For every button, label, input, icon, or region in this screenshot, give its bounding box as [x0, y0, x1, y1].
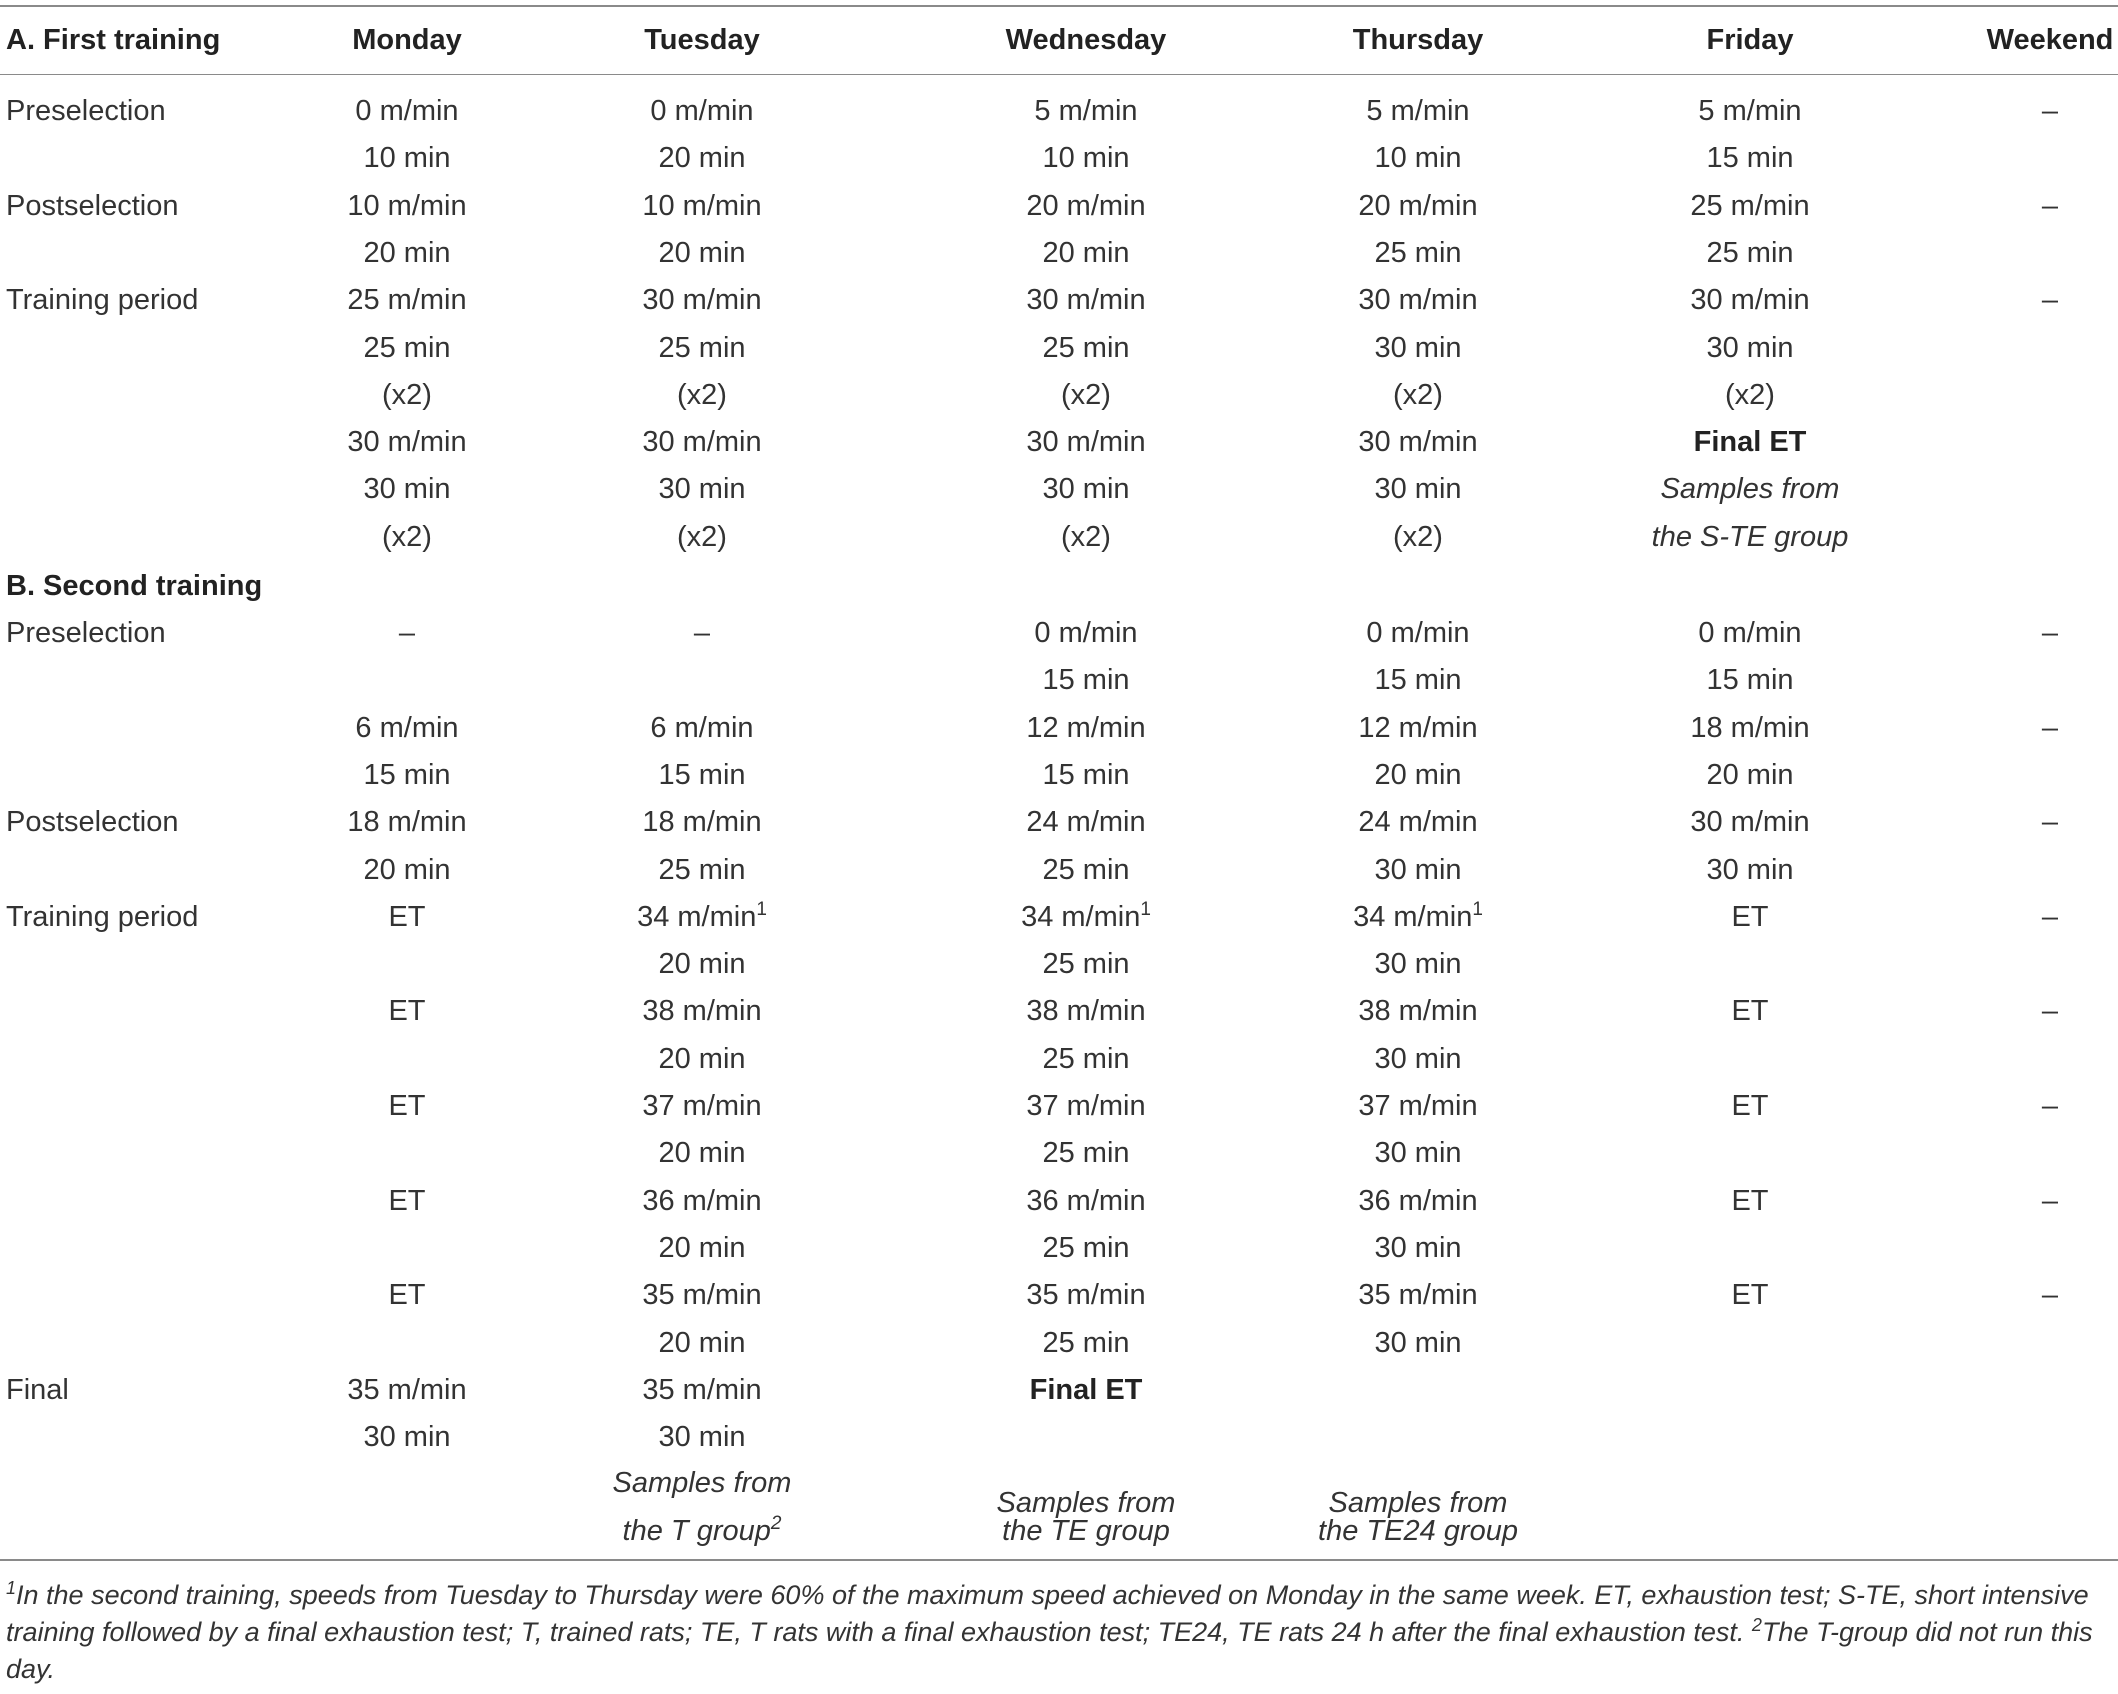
cell-wednesday: 35 m/min	[1026, 1279, 1146, 1312]
table-row	[0, 705, 2118, 752]
table-footnote	[6, 1577, 2106, 1688]
table-row	[0, 1320, 2118, 1367]
cell-monday: 25 min	[363, 331, 451, 364]
table-row	[0, 1178, 2118, 1225]
table-row	[0, 988, 2118, 1035]
table-row	[0, 1083, 2118, 1130]
row-label: Preselection	[6, 95, 166, 127]
cell-monday: (x2)	[382, 378, 432, 411]
table-row	[0, 466, 2118, 513]
cell-tuesday: 37 m/min	[642, 1090, 762, 1122]
cell-friday: 25 m/min	[1690, 189, 1810, 222]
cell-monday: 30 min	[363, 473, 451, 506]
table-row	[0, 325, 2118, 372]
cell-thursday: 30 min	[1374, 473, 1462, 506]
cell-monday: ET	[388, 995, 426, 1028]
cell-wednesday: 30 min	[1042, 473, 1130, 506]
cell-wednesday: 10 min	[1042, 142, 1130, 175]
table-row	[0, 88, 2118, 135]
cell-monday: 0 m/min	[355, 95, 459, 127]
cell-text: 34 m/min	[637, 900, 757, 933]
wednesday-samples-line1: Samples from	[996, 1487, 1176, 1519]
cell-thursday: 30 m/min	[1358, 284, 1478, 317]
cell-tuesday: 38 m/min	[642, 995, 762, 1028]
cell-weekend: –	[2041, 1184, 2059, 1217]
cell-wednesday: 5 m/min	[1034, 95, 1138, 127]
cell-tuesday: 25 min	[658, 853, 746, 886]
cell-tuesday: (x2)	[677, 520, 727, 553]
cell-wednesday: 15 min	[1042, 758, 1130, 791]
cell-wednesday: Final ET	[1029, 1373, 1143, 1406]
cell-thursday: 24 m/min	[1358, 806, 1478, 839]
cell-wednesday: 25 min	[1042, 1231, 1130, 1264]
cell-thursday: 30 min	[1374, 331, 1462, 364]
cell-friday: 0 m/min	[1698, 617, 1802, 649]
cell-wednesday: 0 m/min	[1034, 617, 1138, 649]
cell-friday: 5 m/min	[1698, 95, 1802, 127]
cell-tuesday: 30 min	[658, 473, 746, 506]
thursday-samples-line2: the TE24 group	[1318, 1515, 1518, 1547]
cell-friday: 20 min	[1706, 758, 1794, 791]
cell-wednesday: 38 m/min	[1026, 995, 1146, 1028]
table-row	[0, 1367, 2118, 1414]
row-label: Training period	[6, 900, 199, 933]
cell-monday: ET	[388, 1090, 426, 1122]
row-label: Postselection	[6, 189, 179, 222]
cell-tuesday: –	[693, 617, 711, 649]
cell-tuesday: 15 min	[658, 758, 746, 791]
cell-wednesday: 37 m/min	[1026, 1090, 1146, 1122]
col-header-weekend: Weekend	[1986, 24, 2114, 56]
cell-thursday: 38 m/min	[1358, 995, 1478, 1028]
footnote-text-1: In the second training, speeds from Tuesday to Thursday were 60% of the maximum speed achieved on Monday in the same week. ET, exhaustion test; S-TE, short intensive training followed by a final exhaustion test; T, trained rats; TE, T rats with a final exhaustion test; TE24, TE rats 24 h after the final exhaustion test.	[6, 1580, 2089, 1647]
cell-monday: 18 m/min	[347, 806, 467, 839]
cell-wednesday: 30 m/min	[1026, 284, 1146, 317]
cell-thursday: (x2)	[1393, 520, 1443, 553]
cell-friday: 15 min	[1706, 664, 1794, 697]
cell-thursday	[1353, 894, 1483, 941]
cell-thursday: 35 m/min	[1358, 1279, 1478, 1312]
cell-thursday: (x2)	[1393, 378, 1443, 411]
table-row	[0, 752, 2118, 799]
footnote-marker-1: 1	[1140, 898, 1151, 920]
samples-row-2-wt	[0, 1508, 2118, 1555]
cell-monday: 20 min	[363, 236, 451, 269]
cell-friday: 30 min	[1706, 853, 1794, 886]
cell-monday: ET	[388, 1184, 426, 1217]
cell-thursday: 20 min	[1374, 758, 1462, 791]
footnote-marker-2b: 2	[1751, 1615, 1762, 1635]
cell-friday: (x2)	[1725, 378, 1775, 411]
header-row	[0, 17, 2118, 64]
cell-thursday: 20 m/min	[1358, 189, 1478, 222]
cell-thursday: 10 min	[1374, 142, 1462, 175]
cell-friday: Samples from	[1660, 473, 1840, 506]
cell-thursday: 0 m/min	[1366, 617, 1470, 649]
cell-tuesday: 35 m/min	[642, 1373, 762, 1406]
cell-wednesday: 36 m/min	[1026, 1184, 1146, 1217]
cell-thursday: 25 min	[1374, 236, 1462, 269]
cell-weekend: –	[2041, 1090, 2059, 1122]
section-b-title: B. Second training	[6, 570, 263, 602]
cell-weekend: –	[2041, 995, 2059, 1028]
table-row	[0, 1414, 2118, 1461]
cell-friday: 25 min	[1706, 236, 1794, 269]
col-header-friday: Friday	[1706, 24, 1794, 56]
table-row	[0, 657, 2118, 704]
cell-monday: ET	[388, 1279, 426, 1312]
table-row	[0, 894, 2118, 941]
cell-tuesday: 20 min	[658, 1137, 746, 1170]
cell-thursday: 5 m/min	[1366, 95, 1470, 127]
cell-friday: 30 min	[1706, 331, 1794, 364]
cell-friday: ET	[1731, 1279, 1769, 1312]
table-bottom-rule	[0, 1559, 2118, 1561]
cell-tuesday: 20 min	[658, 142, 746, 175]
cell-tuesday	[637, 894, 767, 941]
col-header-monday: Monday	[352, 24, 462, 56]
col-header-tuesday: Tuesday	[644, 24, 760, 56]
cell-wednesday: 25 min	[1042, 1326, 1130, 1359]
row-label: Postselection	[6, 806, 179, 839]
cell-monday: –	[398, 617, 416, 649]
cell-monday: ET	[388, 900, 426, 933]
cell-weekend: –	[2041, 284, 2059, 317]
table-row	[0, 514, 2118, 561]
cell-friday: Final ET	[1693, 426, 1807, 459]
cell-tuesday: 36 m/min	[642, 1184, 762, 1217]
table-row	[0, 183, 2118, 230]
cell-tuesday: (x2)	[677, 378, 727, 411]
cell-thursday: 37 m/min	[1358, 1090, 1478, 1122]
cell-tuesday: 10 m/min	[642, 189, 762, 222]
header-rule	[0, 74, 2118, 75]
row-label: Preselection	[6, 617, 166, 649]
cell-tuesday: 30 m/min	[642, 284, 762, 317]
cell-tuesday: 20 min	[658, 1231, 746, 1264]
cell-weekend: –	[2041, 189, 2059, 222]
table-row	[0, 847, 2118, 894]
cell-monday: 25 m/min	[347, 284, 467, 317]
cell-wednesday: 24 m/min	[1026, 806, 1146, 839]
cell-thursday: 30 min	[1374, 1326, 1462, 1359]
cell-wednesday: 25 min	[1042, 948, 1130, 981]
cell-monday: 15 min	[363, 758, 451, 791]
cell-friday: ET	[1731, 995, 1769, 1028]
cell-wednesday: 20 min	[1042, 236, 1130, 269]
table-row	[0, 1272, 2118, 1319]
cell-tuesday: 25 min	[658, 331, 746, 364]
cell-wednesday: (x2)	[1061, 520, 1111, 553]
cell-thursday: 30 min	[1374, 1231, 1462, 1264]
cell-weekend: –	[2041, 711, 2059, 744]
cell-monday: 6 m/min	[355, 711, 459, 744]
cell-friday: ET	[1731, 900, 1769, 933]
samples-row-1-wt	[0, 1460, 2118, 1519]
footnote-marker-2: 2	[770, 1513, 782, 1534]
cell-tuesday: 6 m/min	[650, 711, 754, 744]
cell-monday: 20 min	[363, 853, 451, 886]
col-header-wednesday: Wednesday	[1005, 24, 1167, 56]
cell-wednesday: 25 min	[1042, 1042, 1130, 1075]
table-row	[0, 419, 2118, 466]
cell-friday: 18 m/min	[1690, 711, 1810, 744]
row-label: Training period	[6, 284, 199, 317]
cell-weekend: –	[2041, 95, 2059, 127]
table-row	[0, 610, 2118, 657]
cell-thursday: 30 min	[1374, 1137, 1462, 1170]
table-row	[0, 230, 2118, 277]
cell-monday: 35 m/min	[347, 1373, 467, 1406]
cell-friday: ET	[1731, 1184, 1769, 1217]
cell-text: 34 m/min	[1353, 900, 1473, 933]
cell-tuesday: 0 m/min	[650, 95, 754, 127]
tuesday-samples-line1: Samples from	[612, 1467, 792, 1499]
cell-thursday: 12 m/min	[1358, 711, 1478, 744]
table-top-rule	[0, 5, 2118, 7]
cell-wednesday: 25 min	[1042, 331, 1130, 364]
cell-thursday: 30 min	[1374, 948, 1462, 981]
cell-tuesday: 30 m/min	[642, 426, 762, 459]
table-row	[0, 799, 2118, 846]
cell-wednesday: 25 min	[1042, 1137, 1130, 1170]
cell-thursday: 30 min	[1374, 853, 1462, 886]
row-label: Final	[6, 1373, 69, 1406]
cell-friday: 15 min	[1706, 142, 1794, 175]
section-b-title-row	[0, 563, 2118, 610]
cell-thursday: 36 m/min	[1358, 1184, 1478, 1217]
footnote-marker-1: 1	[1472, 898, 1483, 920]
cell-thursday: 15 min	[1374, 664, 1462, 697]
col-header-thursday: Thursday	[1352, 24, 1484, 56]
cell-tuesday: 20 min	[658, 236, 746, 269]
cell-weekend: –	[2041, 806, 2059, 839]
cell-wednesday: (x2)	[1061, 378, 1111, 411]
cell-thursday: 30 min	[1374, 1042, 1462, 1075]
cell-tuesday: 20 min	[658, 1042, 746, 1075]
tuesday-samples-text: the T group	[622, 1515, 771, 1547]
cell-monday: (x2)	[382, 520, 432, 553]
cell-monday: 10 m/min	[347, 189, 467, 222]
cell-wednesday: 25 min	[1042, 853, 1130, 886]
cell-weekend: –	[2041, 1279, 2059, 1312]
cell-tuesday: 20 min	[658, 948, 746, 981]
cell-thursday: 30 m/min	[1358, 426, 1478, 459]
cell-tuesday: 35 m/min	[642, 1279, 762, 1312]
table-row	[0, 277, 2118, 324]
cell-wednesday	[1021, 894, 1151, 941]
cell-text: 34 m/min	[1021, 900, 1141, 933]
cell-friday: 30 m/min	[1690, 284, 1810, 317]
thursday-samples-line1: Samples from	[1328, 1487, 1508, 1519]
table-row	[0, 941, 2118, 988]
footnote-marker-1: 1	[756, 898, 767, 920]
footnote-marker-1: 1	[6, 1578, 17, 1598]
cell-friday: ET	[1731, 1090, 1769, 1122]
table-row	[0, 1036, 2118, 1083]
table-row	[0, 1225, 2118, 1272]
cell-friday: 30 m/min	[1690, 806, 1810, 839]
cell-weekend: –	[2041, 617, 2059, 649]
cell-wednesday: 12 m/min	[1026, 711, 1146, 744]
wednesday-samples-line2: the TE group	[1002, 1515, 1170, 1547]
section-a-title: A. First training	[6, 24, 221, 56]
table-row	[0, 372, 2118, 419]
cell-wednesday: 30 m/min	[1026, 426, 1146, 459]
footnote-text-2: The T-group did not run this day.	[6, 1617, 2093, 1684]
table-row	[0, 135, 2118, 182]
cell-monday: 30 m/min	[347, 426, 467, 459]
cell-wednesday: 20 m/min	[1026, 189, 1146, 222]
cell-friday: the S-TE group	[1651, 520, 1849, 553]
cell-tuesday: 30 min	[658, 1421, 746, 1454]
table-row	[0, 1130, 2118, 1177]
cell-tuesday: 20 min	[658, 1326, 746, 1359]
cell-wednesday: 15 min	[1042, 664, 1130, 697]
cell-tuesday: 18 m/min	[642, 806, 762, 839]
cell-weekend: –	[2041, 900, 2059, 933]
cell-monday: 10 min	[363, 142, 451, 175]
cell-monday: 30 min	[363, 1421, 451, 1454]
